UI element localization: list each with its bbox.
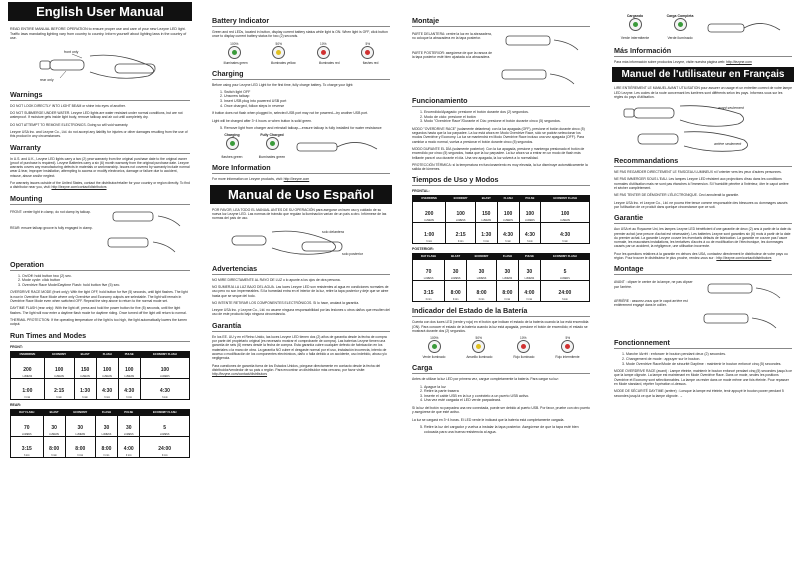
table-cell: 4:30 h:min xyxy=(96,378,118,399)
carga-heading: Carga xyxy=(412,363,590,374)
montage-rear-text: ARRIÈRE : assurez-vous que le capot arrière est entièrement engagé dans le collier. xyxy=(614,298,688,308)
mas-info-text: Para más información sobre productos Lezyne, visite nuestra página web: http://lezyne.com xyxy=(614,60,752,64)
carga-note2: La luz se cargará en 3~4 horas. El LED verde le indicará que la batería está completamente cargada. xyxy=(412,417,565,422)
table-header: OVERDRIVE xyxy=(413,196,446,202)
montaje-rear-text: PARTE POSTERIOR: asegúrese de que la ranura de la tapa posterior esté bien ajustada a la abrazadera. xyxy=(412,50,492,59)
func-para-overdrive: MODO "OVERDRIVE RACE" (solamente delantera): con la luz apagada (OFF), presione el botón durante cinco (5) segundos hasta que la luz parpadee. La luz está ahora en Modo Overdrive Race, sólo se podrán seleccionar los modos Overdrive y Economy. La luz se mantendrá en Modo Overdrive Race incluso una vez apagada (OFF). Para cambiar a modo normal, vuelva a presionar el botón durante cinco (5) segundos. xyxy=(412,126,585,144)
more-info-text: For more information on Lezyne products, visit: http://lezyne.com xyxy=(212,177,310,182)
thermal-para: THERMAL PROTECTION: If the operating temperature of the light is too high, the light automatically lowers the lumen output. xyxy=(10,317,188,327)
table-header: ECONOMY xyxy=(467,254,497,260)
table-header: BLAST xyxy=(74,351,96,357)
fonctionnement-heading: Fonctionnement xyxy=(614,338,792,349)
operation-steps xyxy=(22,274,190,288)
carga-completa-label: Carga Completa xyxy=(666,14,694,18)
indicador-heading: Indicador del Estado de la Batería xyxy=(412,306,590,317)
table-cell: 3:15 h:min xyxy=(11,436,44,457)
montage-illustration-icon xyxy=(694,278,790,334)
daytime-para: DAYTIME FLASH (rear only): With the light off, press and hold the power button for five (5) seconds, until the light flashes. The light will now enter a daytime flash mode for daytime riding. Once turned off the light will return to normal. xyxy=(10,306,187,315)
charging-led-icon xyxy=(226,137,239,150)
charging-illustration xyxy=(212,133,390,159)
table-cell: 8:00 h:min xyxy=(65,436,95,457)
front-label: FRONT: xyxy=(10,344,23,349)
frontal-label: FRONTAL: xyxy=(412,189,430,194)
fonct-step: 1. Marche /Arrêt : enfoncer le bouton pendant deux (2) secondes. xyxy=(626,352,792,357)
cargando-label: Cargando xyxy=(626,14,644,18)
recommandation-4: Lezyne USA Inc. et Lezyne Co., Ltd. ne pourra être tenue comme responsable des blessures ou dommages causés par l'utilisation de ce produit dans quelque circonstance que ce soit. xyxy=(614,200,788,209)
table-cell: 24:00 h:min xyxy=(540,281,589,302)
carga-note1: Si la luz del botón no parpadea una vez conectada, puede ser debido al puerto USB. Por favor, pruebe con otro puerto y asegúrese de que esté activo. xyxy=(412,406,590,415)
montage-section xyxy=(614,278,792,334)
fonct-para-overdrive: MODE OVERDRIVE RACE (avant) : Lampe éteinte, maintenir le bouton enfoncé pendant cinq (5) secondes jusqu'à ce que la lampe clignote. La lampe est maintenant en Mode Overdrive Race. Dans ce mode, seules les positions Overdrive et Economy sont sélectionnables. La lampe va rester dans ce mode même une fois éteinte. Pour repasser en Mode standard, répéter l'opération ci-dessus. xyxy=(614,369,792,387)
table-cell: 1:30 h:min xyxy=(475,223,497,244)
table-header: ECONOMY FLASH xyxy=(140,409,190,415)
recommandation-3: NE PAS TENTER DE DÉMONTER L'ÉLECTRONIQUE. Ceci annulerait la garantie. xyxy=(614,193,740,198)
table-cell: 2:15 h:min xyxy=(446,223,476,244)
indicador-levels xyxy=(412,336,590,354)
table-cell: 1:00 h:min xyxy=(413,223,446,244)
mounting-illustration-icon xyxy=(98,208,188,256)
table-header: DAY FLASH xyxy=(11,409,44,415)
garantie-text-2: Pour les questions relatives à la garantie en dehors des USA, contactez directement le distributeur de votre pays ou région. Pour trouver le distributeur le plus proche, rendez-vous sur : http://lezyne.com/contact/distributors xyxy=(614,251,788,261)
table-cell: 100 LUMENS xyxy=(519,202,541,223)
mounting-rear-text: REAR: ensure tailcap groove is fully engaged in clamp. xyxy=(10,225,93,230)
spanish-light-illustration xyxy=(212,224,390,260)
cargando-led-icon xyxy=(629,18,642,31)
montaje-front-text: PARTE DELANTERA: centre la luz en la abrazadera, no coloque la abrazadera en la tapa posterior. xyxy=(412,32,492,41)
table-cell: 100 LUMENS xyxy=(118,357,140,378)
recommandations-heading: Recommandations xyxy=(614,156,792,167)
table-header: ECONOMY xyxy=(65,409,95,415)
verde-iluminado-label: Verde iluminado xyxy=(667,36,693,40)
warning-3: DO NOT ATTEMPT TO REMOVE ELECTRONICS. Doing so will void warranty. xyxy=(10,122,129,127)
column-english xyxy=(0,0,200,567)
continue-arrow-icon: → xyxy=(679,393,683,398)
battery-levels xyxy=(212,42,390,60)
mounting-front-text: FRONT: center light in clamp, do not clamp by tailcap. xyxy=(10,209,91,214)
table-header: PULSE xyxy=(519,196,541,202)
table-header: ECONOMY FLASH xyxy=(540,254,589,260)
fonct-step: 2. Changement de mode : appuyer sur le bouton. xyxy=(626,357,792,362)
rear-runtime-table xyxy=(10,409,190,458)
funcionamiento-steps xyxy=(424,110,590,124)
posterior-runtime-table xyxy=(412,253,590,302)
charging-intro: Before using your Lezyne LED Light for the first time, fully charge battery. To charge your light: xyxy=(212,82,354,87)
french-intro: LIRE ENTIÈREMENT LE MANUEL AVANT UTILISATION pour assurer un usage et un entretien correct de votre lampe LED Lezyne. Les codes de la route concernant les lumières sont différents selon les pays. Informez-vous sur les règles du pays d'utilisation. xyxy=(614,86,793,99)
table-header: BLAST xyxy=(445,254,467,260)
charging-note1: If button does not flash when plugged in, selected USB port may not be powered—try another USB port. xyxy=(212,111,369,116)
french-light-illustration xyxy=(614,102,792,152)
montaje-illustration-icon xyxy=(492,30,588,92)
table-header: FLASH xyxy=(95,409,117,415)
func-para-termica: PROTECCIÓN TÉRMICA: si la temperatura en funcionamiento es muy elevada, la luz disminuye automáticamente la salida de lúmenes. xyxy=(412,162,588,172)
carga-intro: Antes de utilizar la luz LED por primera vez, cargue completamente la batería. Para cargar su luz: xyxy=(412,377,559,382)
fonctionnement-steps xyxy=(626,352,792,366)
battery-text: Green and red LEDs, located in button, display current battery status while light is ON. When light is OFF, click button once to display current battery status for two (2) seconds. xyxy=(212,30,388,39)
rear-only-label: rear only xyxy=(40,77,54,82)
garantia-text-2: Para cuestiones de garantía fuera de los Estados Unidos, póngase directamente en contacto desde la fecha del distribuidor/vendedor de su país o región. Para encontrar un distribuidor más cercano, por favor visite: http://lezyne.com/contact/distributors xyxy=(212,363,381,377)
charged-led-icon xyxy=(266,137,279,150)
montage-front-text: AVANT : clipser le centre de la lampe, ne pas clipser par l'arrière. xyxy=(614,280,693,289)
table-cell: 8:00 h:min xyxy=(496,281,518,302)
rear-label: REAR: xyxy=(10,402,22,407)
table-header: BLAST xyxy=(475,196,497,202)
recommandation-1: NE PAS REGARDER DIRECTEMENT LE FAISCEAU LUMINEUX ni l'orienter vers les yeux d'autres personnes. xyxy=(614,170,782,175)
spanish-rear-label: solo posterior xyxy=(342,251,364,256)
usb-cable-icon xyxy=(704,14,784,42)
table-cell: 4:30 h:min xyxy=(519,223,541,244)
column-french xyxy=(604,0,802,567)
table-cell: 100 LUMENS xyxy=(497,202,519,223)
advertencia-1: NO MIRE DIRECTAMENTE AL RAYO DE LUZ o lo apunte a los ojos de otra persona. xyxy=(212,277,341,282)
operation-step: 3. Overdrive Race Mode/Daytime Flash: hold button five (5) sec. xyxy=(22,283,190,288)
more-info-heading: More Information xyxy=(212,163,390,174)
montaje-heading: Montaje xyxy=(412,16,590,27)
light-illustration xyxy=(10,44,190,86)
charging-heading: Charging xyxy=(212,69,390,80)
verde-intermitente-label: Verde intermitente xyxy=(620,36,650,40)
light-drawing-icon xyxy=(212,224,390,260)
funcionamiento-heading: Funcionamiento xyxy=(412,96,590,107)
carga-step: 4. Una vez esté cargada el LED verde parpadeará. xyxy=(424,398,590,403)
charging-step5: 5. Remove light from charger and reinstall tailcap—ensure tailcap is fully installed for water resistance xyxy=(224,126,390,131)
spanish-front-label: solo delantera xyxy=(322,229,344,234)
table-cell: 30 LUMENS xyxy=(496,260,518,281)
table-cell: 3:15 h:min xyxy=(413,281,445,302)
battery-level: 50% xyxy=(272,42,285,60)
battery-level: 10% xyxy=(517,336,530,354)
charging-steps xyxy=(224,90,390,108)
battery-level: 5% xyxy=(361,42,374,60)
french-title: Manuel de l'utilisateur en Français xyxy=(612,67,794,82)
table-cell: 1:00 h:min xyxy=(11,378,45,399)
mounting-heading: Mounting xyxy=(10,194,190,205)
table-header: FLASH xyxy=(96,351,118,357)
table-header: ECONOMY xyxy=(446,196,476,202)
tiempos-heading: Tiempos de Uso y Modos xyxy=(412,175,590,186)
table-cell: 4:00 h:min xyxy=(518,281,540,302)
table-cell: 30 LUMENS xyxy=(518,260,540,281)
warranty-text-1: In U.S. and U.K., Lezyne LED lights carry a two (2) year warranty from the original purchase date to the original owner (proof of purchase is required). Lezyne Batteries carry a six (6) month warranty from the original purchase date. Lezyne warrants covers any manufacturing defects in materials or workmanship. Issues not covered by warranty include normal wear & tear, improper installation, attempting to access or modify electronics, damage or failure due to accident, misuse, abuse and/or neglect. xyxy=(10,156,190,178)
charging-note2: Light will be charged after 3~4 hours or when button is solid green. xyxy=(212,118,312,123)
table-header: DAY FLASH xyxy=(413,254,445,260)
func-step: 2. Modo de ciclo: presione el botón xyxy=(424,115,590,120)
advertencia-4: Lezyne USA Inc. y Lezyne Co., Ltd. no asume ninguna responsabilidad por las lesiones u otros daños que resulten del uso de este producto bajo ninguna circunstancia. xyxy=(212,308,390,317)
table-cell: 150 LUMENS xyxy=(74,357,96,378)
frontal-runtime-table xyxy=(412,195,590,244)
table-header: BLAST xyxy=(43,409,65,415)
table-cell: 8:00 h:min xyxy=(95,436,117,457)
runtimes-heading: Run Times and Modes xyxy=(10,331,190,342)
operation-step: 2. Mode cycle: click button xyxy=(22,278,190,283)
table-cell: 70 LUMENS xyxy=(413,260,445,281)
lezyne-link[interactable]: http://lezyne.com xyxy=(283,177,310,182)
table-header: PULSE xyxy=(518,254,540,260)
mas-info-link[interactable]: http://lezyne.com xyxy=(726,60,752,64)
table-cell: 30 LUMENS xyxy=(65,415,95,436)
indicador-text: Cuenta con dos luces LED (verde y roja) en el botón que indican el estado de la batería cuando la luz está encendida (ON). Para conocer el estado de la batería cuando la luz está apagada, presione el botón de encendido; el estado se mostrará durante dos (2) segundos. xyxy=(412,320,589,334)
warranty-link[interactable]: http://lezyne.com/contact/distributors xyxy=(51,185,107,190)
table-cell: 70 LUMENS xyxy=(11,415,44,436)
table-header: PULSE xyxy=(118,409,140,415)
table-cell: 4:30 h:min xyxy=(497,223,519,244)
battery-level: 50% xyxy=(472,336,485,354)
usb-cable-icon xyxy=(292,133,382,159)
charging-step: 3. Insert USB plug into powered USB port xyxy=(224,99,390,104)
garantia-heading: Garantía xyxy=(212,321,390,332)
table-cell: 100 LUMENS xyxy=(44,357,74,378)
table-cell: 4:30 h:min xyxy=(541,223,590,244)
montage-heading: Montage xyxy=(614,264,792,275)
table-cell: 4:00 h:min xyxy=(118,436,140,457)
charging-step: 1. Switch light OFF xyxy=(224,90,390,95)
table-cell: 1:30 h:min xyxy=(74,378,96,399)
carga-step: 3. Inserte el cable USB en la luz y conéctelo a un puerto USB activo. xyxy=(424,394,590,399)
charging-step: 2. Unscrew tailcap xyxy=(224,94,390,99)
table-cell: 200 LUMENS xyxy=(11,357,45,378)
warnings-heading: Warnings xyxy=(10,90,190,101)
carga-step: 2. Retire la parte trasera xyxy=(424,389,590,394)
column-battery-spanish xyxy=(202,0,400,567)
table-cell: 5 LUMENS xyxy=(140,415,190,436)
table-cell: 5 LUMENS xyxy=(540,260,589,281)
charging-step: 4. Once charged, follow steps in reverse xyxy=(224,104,390,109)
warranty-text-2: For warranty issues outside of the United States, contact the distributor/retailer for your country or region directly. To find a distributor near you, visit: http://lezyne.com/contact/distributors xyxy=(10,181,190,190)
table-cell: 100 LUMENS xyxy=(96,357,118,378)
mounting-section xyxy=(10,208,190,256)
illuminates-green-label: illuminates green xyxy=(258,155,286,160)
fonct-para-daytime: MODE DE SÉCURITÉ DAYTIME (arrière) : Lorsque la lampe est éteinte, tenir appuyé le bouton power pendant 5 secondes jusqu'à ce que la lampe clignote. → xyxy=(614,389,784,398)
table-header: ECONOMY FLASH xyxy=(140,351,189,357)
charged-label: Fully Charged xyxy=(260,133,284,138)
montaje-section xyxy=(412,30,590,92)
func-step: 3. Modo "Overdrive Race"/Durante el Día: presione el botón durante cinco (5) segundos. xyxy=(424,119,590,124)
table-header: ECONOMY xyxy=(44,351,74,357)
recommandation-2: NE PAS IMMERGER SOUS L'EAU. Les lampes Lezyne LED résistent aux projections d'eau dans les conditions normales d'utilisation mais ne sont pas étanches à l'immersion. Si l'humidité pénètre à l'intérieur, ôter le capot arrière et sécher complètement. xyxy=(614,177,789,191)
battery-level: 100% xyxy=(428,336,441,354)
table-cell: 30 LUMENS xyxy=(118,415,140,436)
garantia-link[interactable]: http://lezyne.com/contact/distributors xyxy=(212,372,268,377)
english-intro: READ ENTIRE MANUAL BEFORE OPERATION to ensure proper use and care of your new Lezyne LED light. Traffic laws mandating lighting vary from country to country. Inform yourself about lighting laws in the country of use. xyxy=(10,27,187,41)
overdrive-para: OVERDRIVE RACE MODE (front only): With the light OFF, hold button for five (5) seconds, until light flashes. The light is now in Overdrive Race Mode where only Overdrive and Economy outputs are selectable. The light will remain in Overdrive Race Mode even when switched OFF. Repeat the step above to return to the normal mode set. xyxy=(10,290,188,304)
garantie-heading: Garantie xyxy=(614,213,792,224)
battery-level: 10% xyxy=(317,42,330,60)
table-cell: 100 LUMENS xyxy=(140,357,189,378)
charging-label: Charging xyxy=(224,133,240,138)
carga-steps xyxy=(424,385,590,403)
table-header: PULSE xyxy=(118,351,140,357)
warning-1: DO NOT LOOK DIRECTLY INTO LIGHT BEAM or shine into eyes of another. xyxy=(10,103,126,108)
warranty-heading: Warranty xyxy=(10,143,190,154)
table-cell: 100 LUMENS xyxy=(541,202,590,223)
advertencia-3: NO INTENTE RETIRAR LOS COMPONENTES ELECTRÓNICOS. Si lo hace, anulará la garantía. xyxy=(212,300,360,305)
carga-completa-led-icon xyxy=(674,18,687,31)
battery-level: 5% xyxy=(561,336,574,354)
garantia-text-1: En los EE. UU y en el Reino Unido, las luces Lezyne LED tienen dos (2) años de garantía desde la fecha de compra por parte del propietario original (es necesario mostrar el comprobante de compra). Las baterías Lezyne tienen una garantía de seis (6) meses desde la fecha de compra. Esta garantía cubre cualquier defecto de fabricación en los materiales o la mano de obra. La garantía NO cubre el desgaste normal por el uso, instalación incorrecta, intento de acceso o modificación de los componentes electrónicos, daño o falla debido a un accidente, uso indebido, abuso y/o negligencia. xyxy=(212,334,387,361)
table-cell: 4:30 h:min xyxy=(140,378,189,399)
french-front-label: avant seulement xyxy=(718,106,744,111)
table-header: ECONOMY FLASH xyxy=(541,196,590,202)
battery-captions: illuminates green illuminates yellow illuminates red flashes red xyxy=(223,60,379,65)
table-cell: 24:00 h:min xyxy=(140,436,190,457)
garantie-text-1: Aux USA et au Royaume Uni, les lampes Lezyne LED bénéficient d'une garantie de deux (2) ans à partir de la date du premier achat (une preuve d'achat est nécessaire). Les batteries Lezyne sont garanties six (6) mois à partir de la date du premier achat. La garantie Lezyne couvre les éventuels défauts de fabrication. La garantie ne couvre pas l'usure normale, les mauvaises installations, les tentatives d'accès à ou de modification de l'électronique, les dommages causés par un accident, la négligence, une utilisation incorrecte. xyxy=(614,227,792,249)
spanish-title: Manual de Uso Español xyxy=(210,185,392,204)
mas-info-heading: Más Información xyxy=(614,46,792,57)
english-title: English User Manual xyxy=(8,2,192,21)
battery-heading: Battery Indicator xyxy=(212,16,390,27)
table-cell: 100 LUMENS xyxy=(446,202,476,223)
table-cell: 8:00 h:min xyxy=(467,281,497,302)
indicador-captions: Verde iluminado Amarillo iluminado Rojo iluminado Rojo intermitente xyxy=(422,355,580,360)
french-rear-label: arrière seulement xyxy=(714,142,742,147)
advertencia-2: NO SUMERJA LA LUZ BAJO DEL AGUA. Las luces Lezyne LED son resistentes al agua en condiciones normales de uso pero no son impermeables. Si la humedad entra en el interior de la luz, retire la tapa posterior y deje que se airee hasta que se seque del todo. xyxy=(212,284,389,298)
carga-step: 1. Apague la luz xyxy=(424,385,590,390)
front-runtime-table xyxy=(10,351,190,400)
fonct-step: 3. Mode Overdrive Race/Mode de sécurité Daytime : maintenir le bouton enfoncé cinq (5) secondes. xyxy=(626,362,792,367)
func-step: 1. Encendido/Apagado: presione el botón durante dos (2) segundos. xyxy=(424,110,590,115)
light-drawing-icon xyxy=(614,102,792,152)
table-cell: 8:00 h:min xyxy=(445,281,467,302)
table-header: OVERDRIVE xyxy=(11,351,45,357)
spanish-intro: POR FAVOR, LEA TODO EL MANUAL ANTES DE SU OPERACIÓN para asegurar un buen uso y cuidado de su nueva luz Lezyne LED. Las normas de tránsito que regulan la iluminación varían de un país a otro. Infórmese de las normas del país de uso. xyxy=(212,207,387,221)
posterior-label: POSTERIOR: xyxy=(412,247,434,252)
table-cell: 30 LUMENS xyxy=(445,260,467,281)
table-cell: 30 LUMENS xyxy=(95,415,117,436)
table-cell: 200 LUMENS xyxy=(413,202,446,223)
table-cell: 8:00 h:min xyxy=(43,436,65,457)
flashes-green-label: flashes green xyxy=(221,155,243,160)
battery-level: 100% xyxy=(228,42,241,60)
table-cell: 30 LUMENS xyxy=(467,260,497,281)
table-cell: 4:30 h:min xyxy=(118,378,140,399)
func-para-dia: MODO DURANTE EL DÍA (solamente posterior): Con la luz apagada, presione y mantenga presionado el botón de encendido por cinco (5) segundos, hasta que la luz parpadee. La luz ahora va a entrar en un modo de flash más brillante para el uso durante el día. Una vez apagada, la luz volverá a lo normalidad. xyxy=(412,146,585,160)
table-cell: 2:15 h:min xyxy=(44,378,74,399)
table-header: FLASH xyxy=(496,254,518,260)
carga-illustration xyxy=(614,14,792,42)
operation-heading: Operation xyxy=(10,260,190,271)
front-only-label: front only xyxy=(64,49,79,54)
light-drawing-icon xyxy=(10,44,190,86)
garantie-link[interactable]: http://lezyne.com/contact/distributors xyxy=(716,256,772,261)
table-cell: 30 LUMENS xyxy=(43,415,65,436)
carga-step5: 5. Retire la luz del cargador y vuelva a instalar la tapa posterior. Asegúrese de que la tapa esté bien colocada para una buena resistencia al agua. xyxy=(424,425,590,434)
table-cell: 150 LUMENS xyxy=(475,202,497,223)
warning-4: Lezyne USA Inc. and Lezyne Co., Ltd. do not accept any liability for injuries or other damages resulting from the use of this product in any circumstances. xyxy=(10,129,188,139)
table-header: FLASH xyxy=(497,196,519,202)
warning-2: DO NOT SUBMERGE UNDER WATER. Lezyne LED lights are water resistant under normal conditions, but are not waterproof. If moisture gets inside light body, remove taillcap and air out until completely dry. xyxy=(10,111,183,120)
column-spanish xyxy=(402,0,600,567)
advertencias-heading: Advertencias xyxy=(212,264,390,275)
operation-step: 1. On/Off: hold button two (2) sec. xyxy=(22,274,190,279)
